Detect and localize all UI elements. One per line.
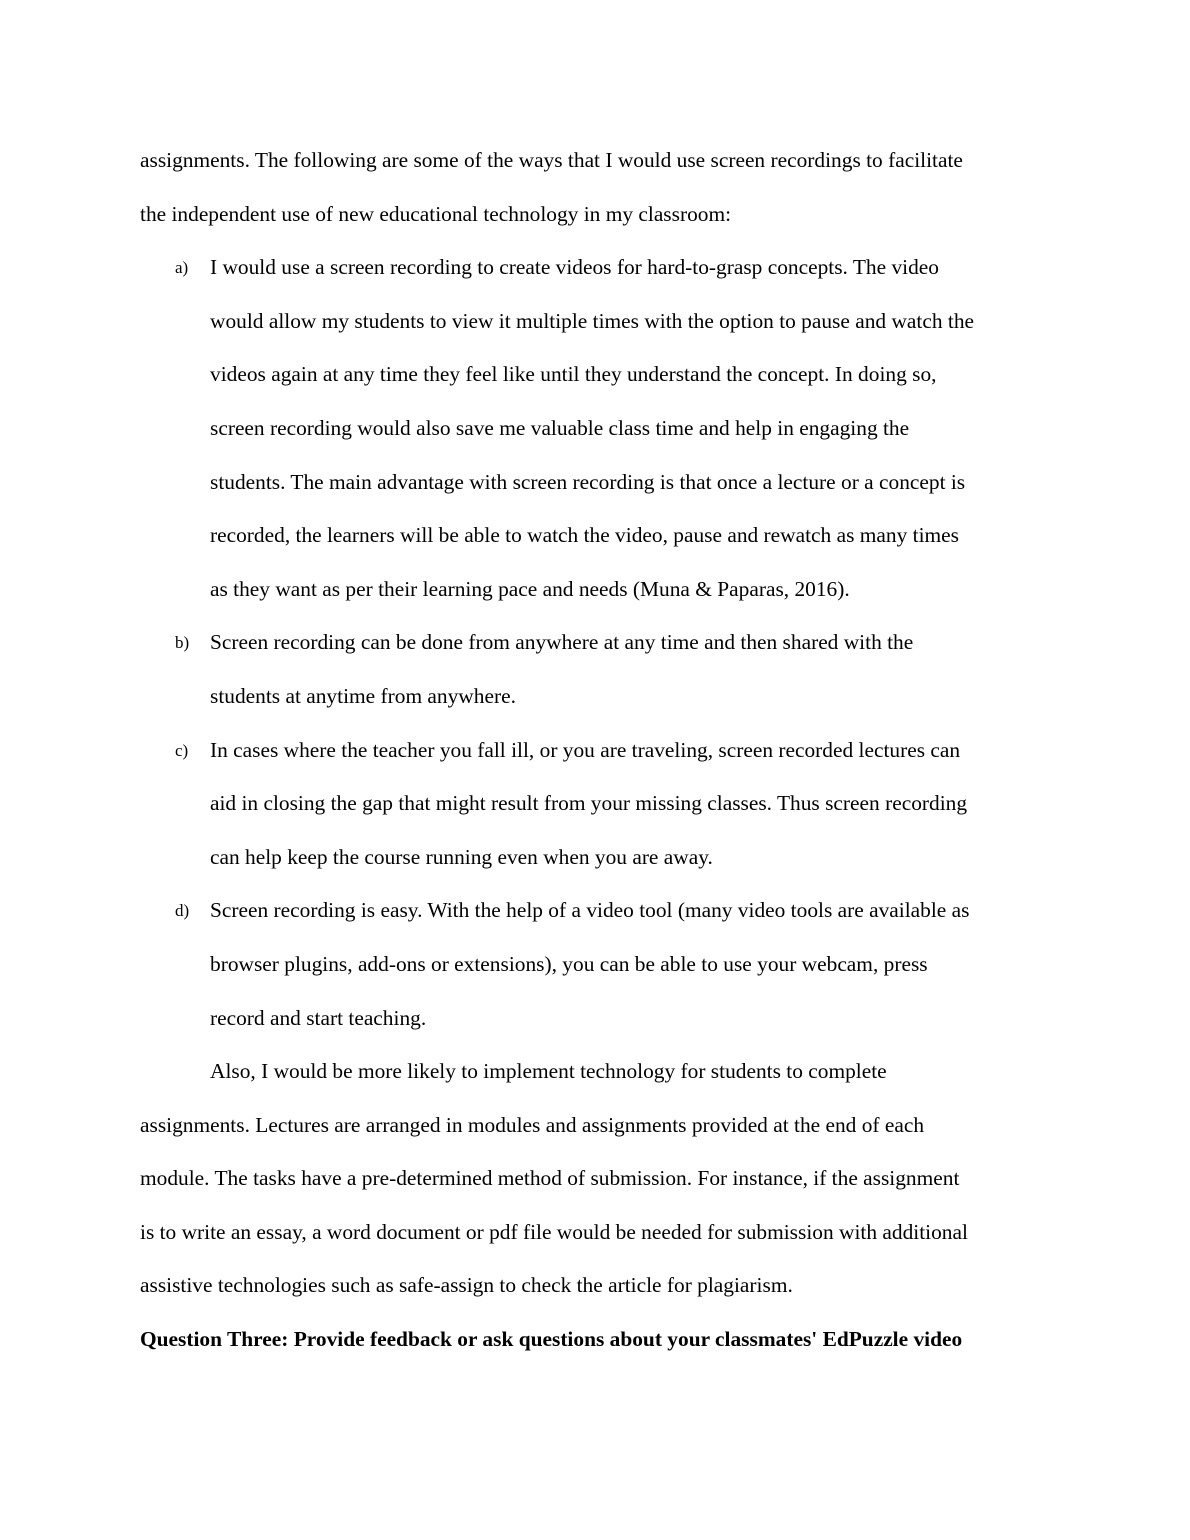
list-item-line: students at anytime from anywhere. bbox=[210, 683, 516, 708]
list-marker: b) bbox=[175, 633, 190, 653]
list-item-line: recorded, the learners will be able to watch the video, pause and rewatch as many times bbox=[210, 523, 959, 548]
paragraph-line: the independent use of new educational technology in my classroom: bbox=[140, 201, 732, 226]
list-item-c bbox=[140, 724, 1050, 885]
list-item-line: In cases where the teacher you fall ill, or you are traveling, screen recorded lectures can bbox=[210, 737, 961, 762]
paragraph-line: is to write an essay, a word document or pdf file would be needed for submission with additional bbox=[140, 1219, 968, 1244]
list-item-line: browser plugins, add-ons or extensions), you can be able to use your webcam, press bbox=[210, 951, 928, 976]
list-item-line: can help keep the course running even when you are away. bbox=[210, 844, 713, 869]
list-item-line: aid in closing the gap that might result from your missing classes. Thus screen recording bbox=[210, 791, 968, 816]
list-item-d bbox=[140, 884, 1050, 1045]
document-page bbox=[140, 134, 1050, 1367]
list-item-line: Screen recording is easy. With the help of a video tool (many video tools are available as bbox=[210, 898, 970, 923]
list-item-a bbox=[140, 241, 1050, 616]
list-item-line: videos again at any time they feel like until they understand the concept. In doing so, bbox=[210, 362, 937, 387]
intro-paragraph bbox=[140, 134, 1050, 241]
list-marker: d) bbox=[175, 901, 190, 921]
list-item-line: would allow my students to view it multiple times with the option to pause and watch the bbox=[210, 308, 975, 333]
list-item-line: I would use a screen recording to create videos for hard-to-grasp concepts. The video bbox=[210, 255, 939, 280]
list-item-line: record and start teaching. bbox=[210, 1005, 427, 1030]
list-item-line: Screen recording can be done from anywhere at any time and then shared with the bbox=[210, 630, 914, 655]
list-marker: c) bbox=[175, 740, 189, 760]
paragraph-line: assignments. The following are some of the ways that I would use screen recordings to facilitate bbox=[140, 148, 963, 172]
paragraph-line: assistive technologies such as safe-assign to check the article for plagiarism. bbox=[140, 1273, 793, 1298]
list-item-b bbox=[140, 616, 1050, 723]
list-item-line: screen recording would also save me valuable class time and help in engaging the bbox=[210, 415, 910, 440]
list-item-line: students. The main advantage with screen recording is that once a lecture or a concept is bbox=[210, 469, 966, 494]
section-heading: Question Three: Provide feedback or ask questions about your classmates' EdPuzzle video bbox=[140, 1327, 963, 1352]
paragraph-line: assignments. Lectures are arranged in modules and assignments provided at the end of each bbox=[140, 1112, 925, 1137]
paragraph-line: module. The tasks have a pre-determined method of submission. For instance, if the assignment bbox=[140, 1166, 960, 1191]
list-item-line: as they want as per their learning pace and needs (Muna & Paparas, 2016). bbox=[210, 576, 850, 601]
closing-paragraph bbox=[140, 1045, 1050, 1313]
ordered-list bbox=[140, 241, 1050, 1045]
paragraph-line: Also, I would be more likely to implement technology for students to complete bbox=[210, 1059, 887, 1084]
list-marker: a) bbox=[175, 258, 189, 278]
